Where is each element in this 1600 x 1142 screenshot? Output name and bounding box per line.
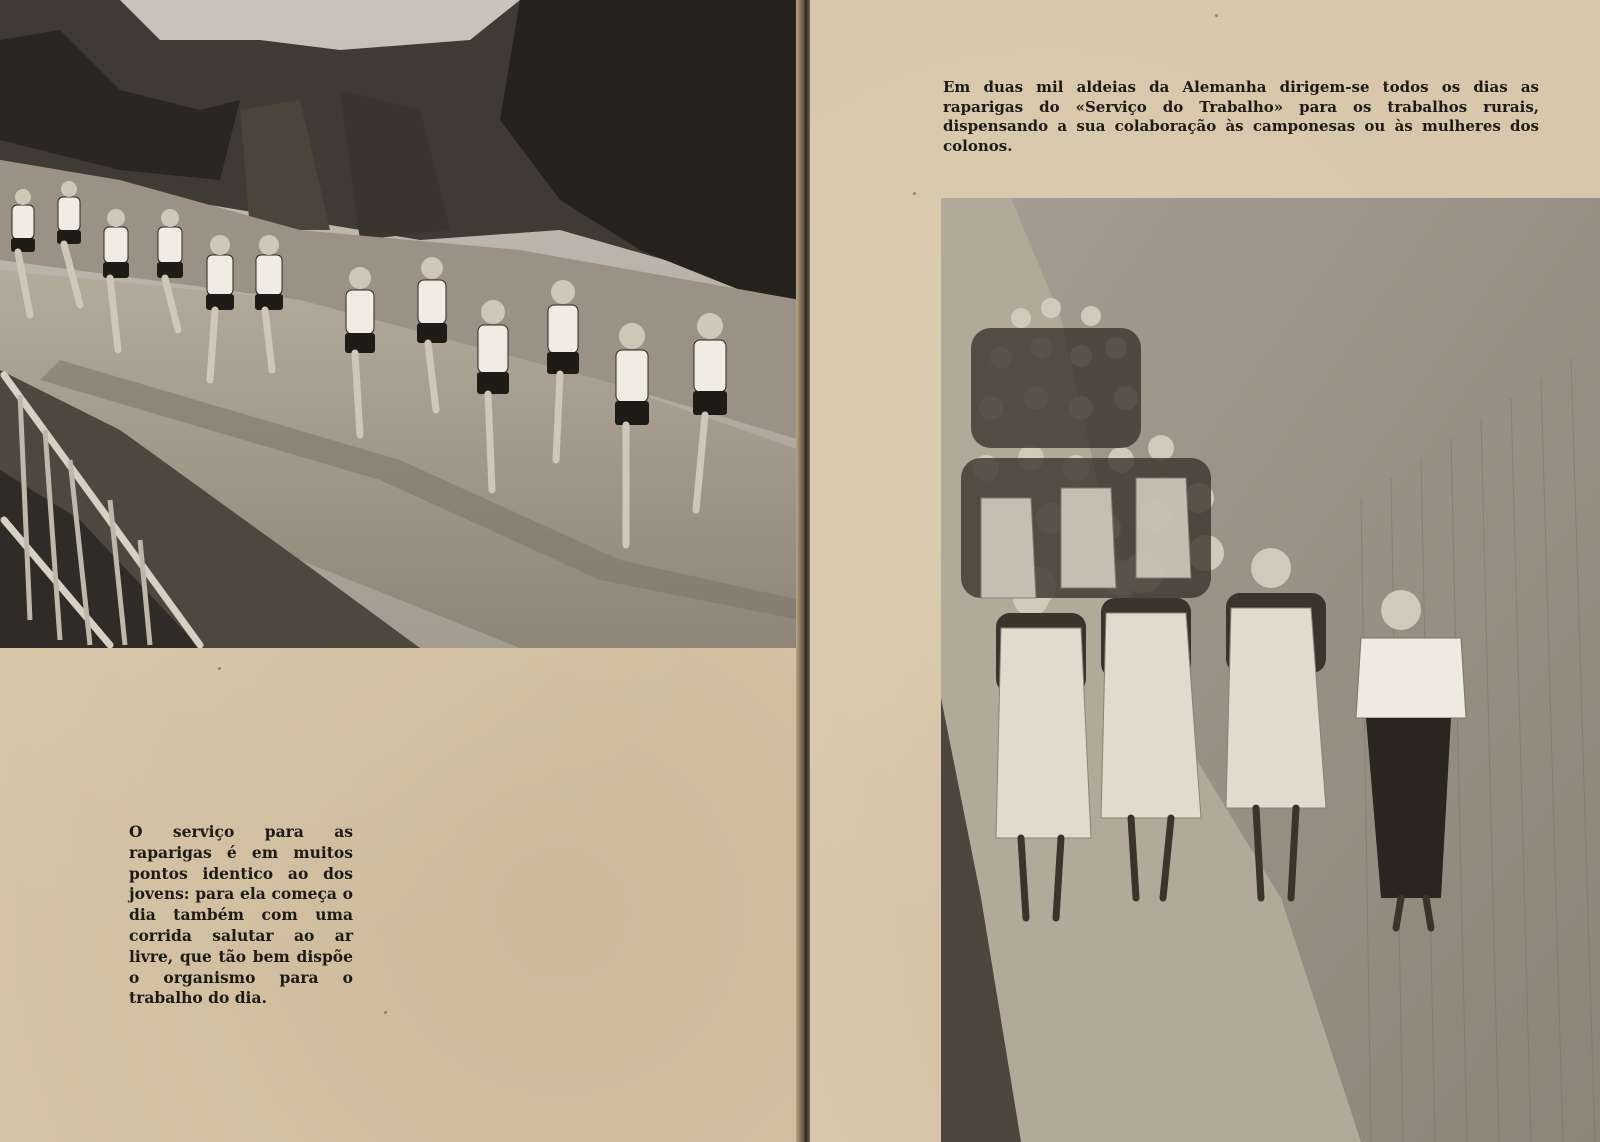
- paper-speck: [913, 192, 916, 195]
- running-girls-photo: [0, 0, 800, 648]
- paper-speck: [1215, 14, 1218, 17]
- paper-speck: [384, 1011, 387, 1014]
- right-caption: Em duas mil aldeias da Alemanha dirigem-se todos os dias as raparigas do «Serviço do Trabalho» para os trabalhos rurais, dispensando a sua colaboração às camponesas ou às mulheres dos colonos.: [943, 78, 1539, 155]
- right-page: [810, 0, 1600, 1142]
- walking-girls-photo: [941, 198, 1600, 1142]
- walking-girls-photo-illustration: [941, 198, 1600, 1142]
- left-caption: O serviço para as raparigas é em muitos pontos identico ao dos jovens: para ela começa o dia também com uma corrida salutar ao ar livre, que tão bem dispõe o organismo para o trabalho do dia.: [129, 822, 353, 1008]
- running-girls-photo-illustration: [0, 0, 800, 648]
- paper-speck: [218, 667, 221, 670]
